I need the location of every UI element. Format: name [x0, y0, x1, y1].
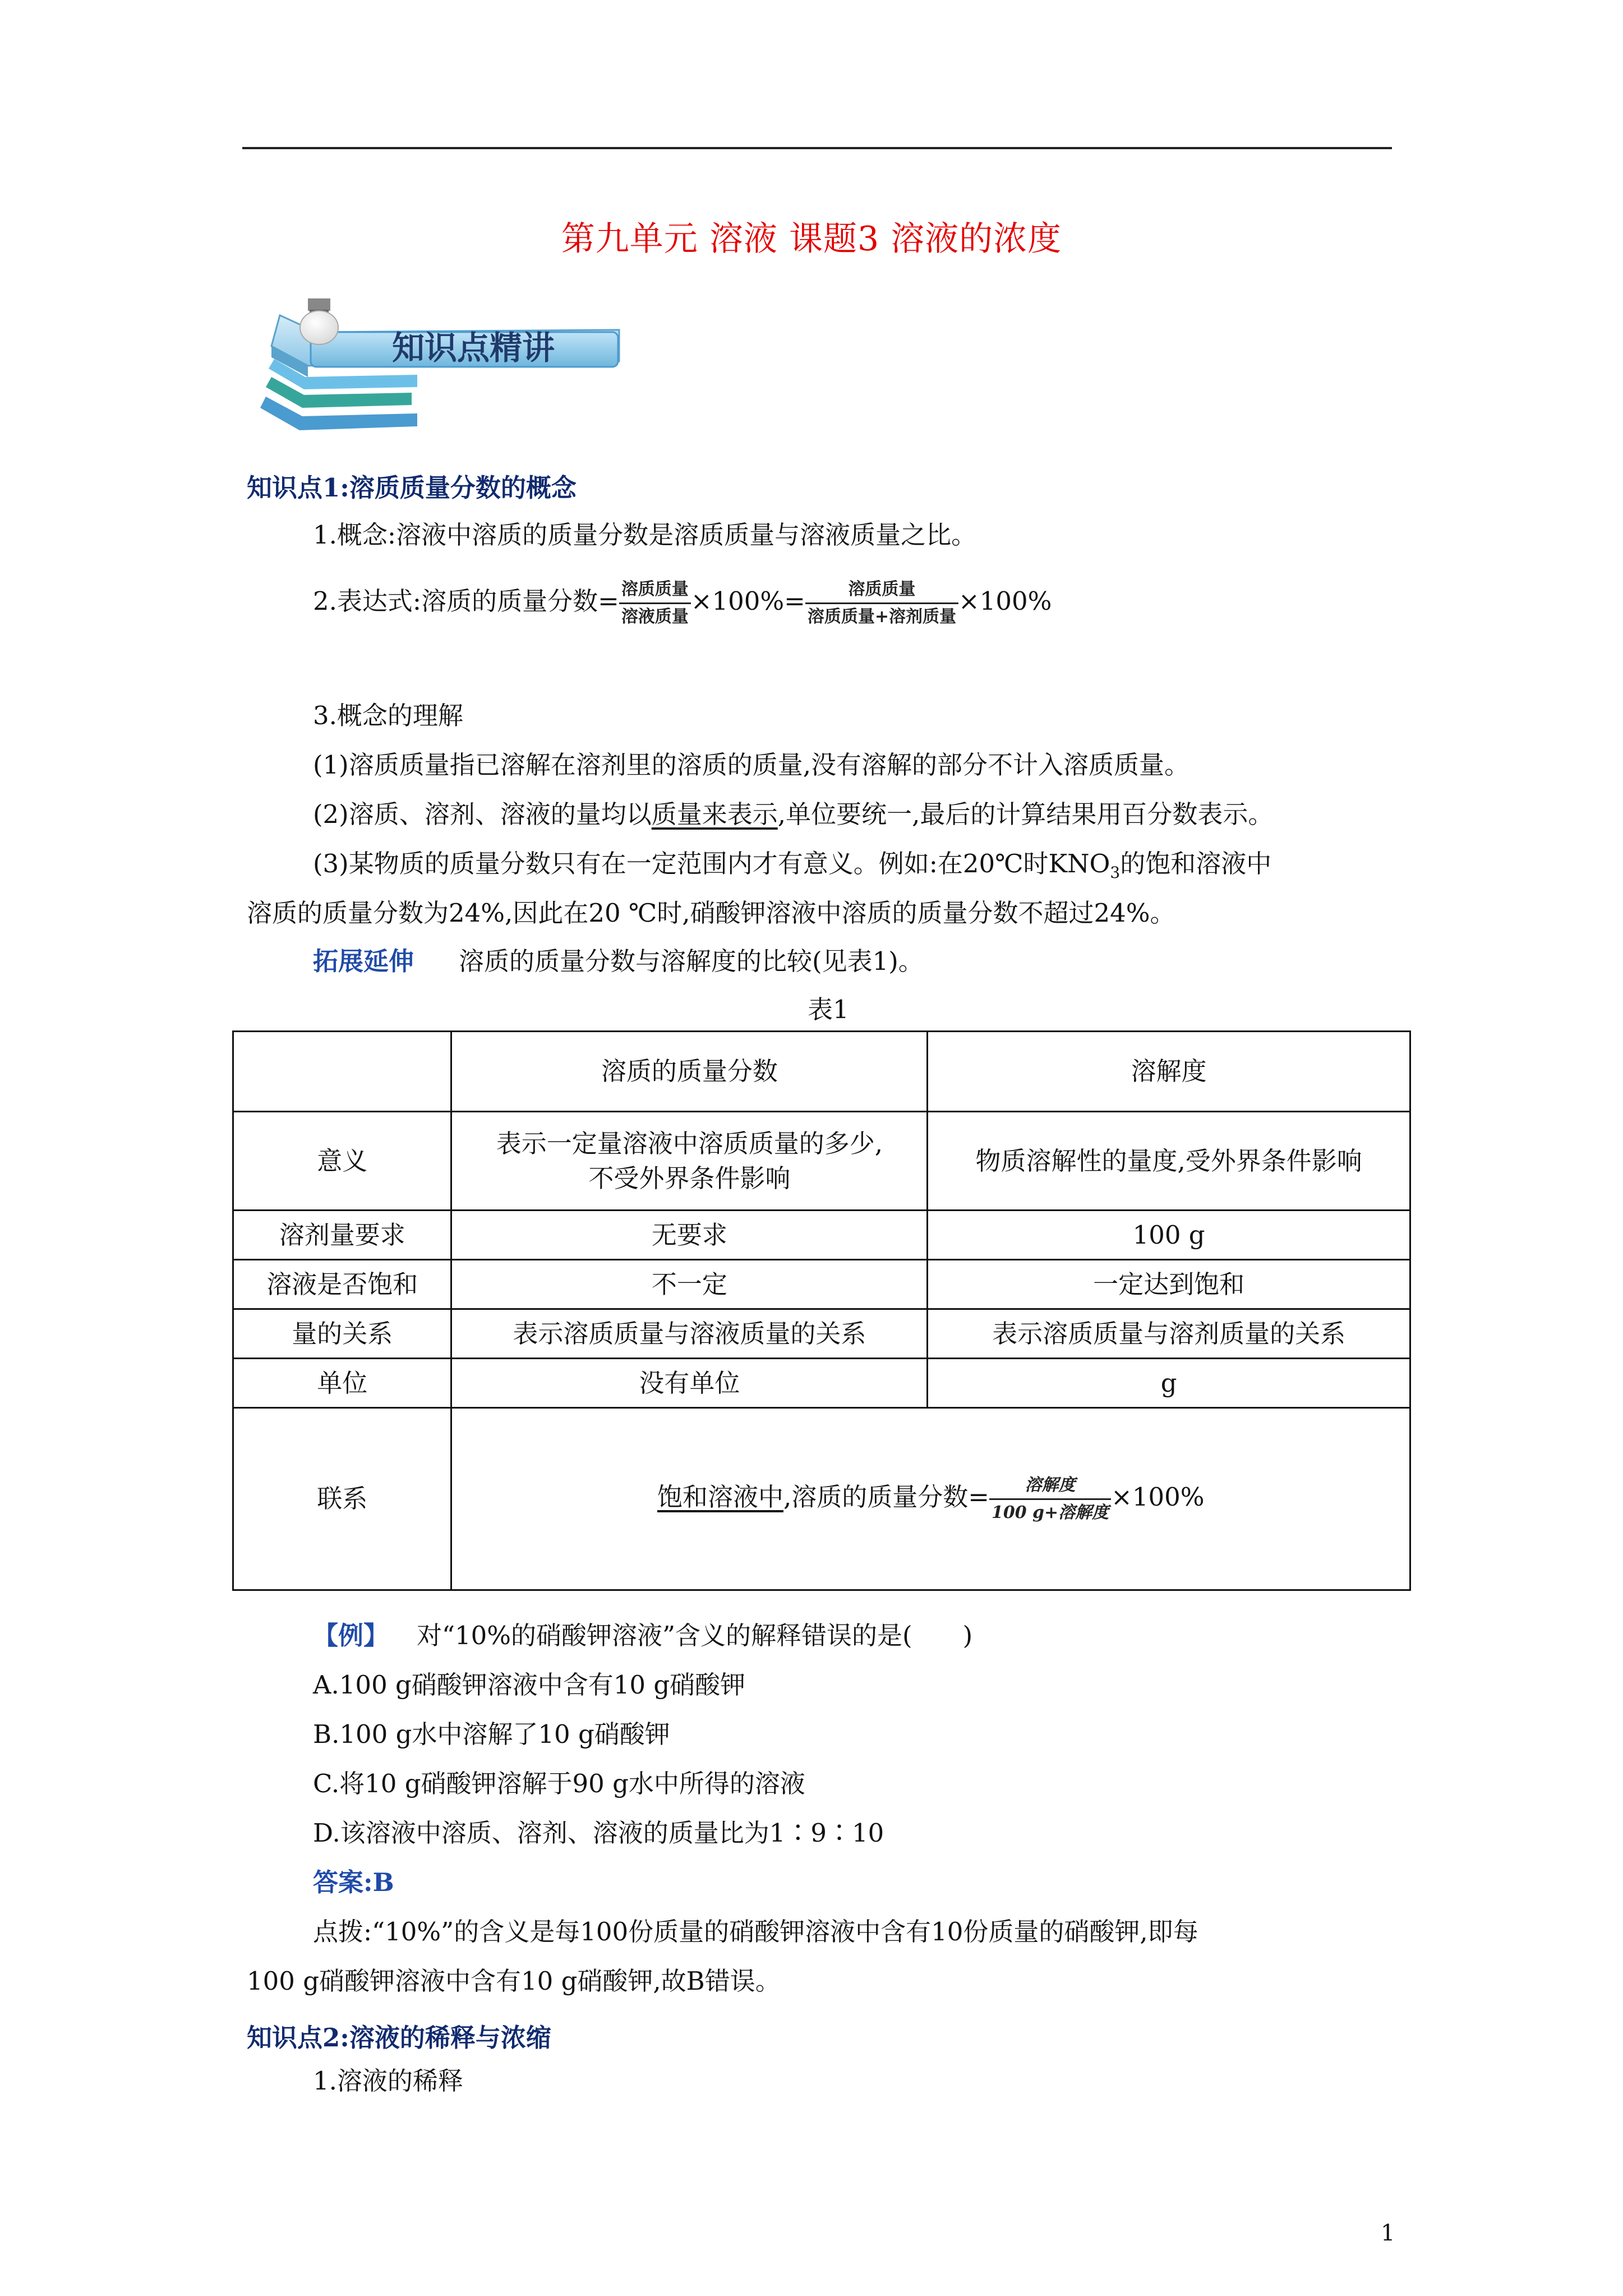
table-row-link — [233, 1408, 1410, 1590]
expr-mid: ×100%= — [690, 586, 805, 616]
link-fraction: $\frac{\text{溶解度}}{\text{100 g+溶解度}}$ — [989, 1475, 1111, 1524]
link-cell: 饱和溶液中,溶质的质量分数= $\frac{\text{溶解度}}{\text{100 g+溶解度}}$ ×100% — [451, 1408, 1410, 1590]
expr-prefix: 2.表达式:溶质的质量分数= — [313, 586, 619, 616]
option-b: B.100 g水中溶解了10 g硝酸钾 — [313, 1719, 670, 1749]
understanding-2: (2)溶质、溶剂、溶液的量均以质量来表示,单位要统一,最后的计算结果用百分数表示。 — [313, 799, 1274, 829]
row-label: 单位 — [233, 1359, 451, 1408]
table-cell: 表示溶质质量与溶液质量的关系 — [451, 1309, 928, 1359]
table-header-cell — [233, 1032, 451, 1112]
expr-suffix: ×100% — [958, 586, 1052, 616]
understanding-1: (1)溶质质量指已溶解在溶剂里的溶质的质量,没有溶解的部分不计入溶质质量。 — [313, 750, 1190, 780]
table-cell: 不一定 — [451, 1260, 928, 1309]
kp2-item1: 1.溶液的稀释 — [313, 2066, 463, 2096]
row-label: 量的关系 — [233, 1309, 451, 1359]
extension-label: 拓展延伸 — [313, 946, 414, 976]
page-title: 第九单元 溶液 课题3 溶液的浓度 — [561, 219, 1062, 259]
understanding-3-line2: 溶质的质量分数为24%,因此在20 ℃时,硝酸钾溶液中溶质的质量分数不超过24%。 — [247, 898, 1175, 928]
table-cell: 表示溶质质量与溶剂质量的关系 — [928, 1309, 1410, 1359]
table-cell: 无要求 — [451, 1211, 928, 1260]
extension-line: 拓展延伸 溶质的质量分数与溶解度的比较(见表1)。 — [313, 946, 924, 976]
section-badge — [249, 293, 630, 442]
books-lightbulb-icon — [249, 293, 630, 442]
table-caption: 表1 — [808, 995, 849, 1024]
table-cell: 物质溶解性的量度,受外界条件影响 — [928, 1112, 1410, 1211]
hint-line2: 100 g硝酸钾溶液中含有10 g硝酸钾,故B错误。 — [247, 1966, 781, 1996]
fraction-2: $\frac{\text{溶质质量}}{\text{溶质质量+溶剂质量}}$ — [805, 579, 958, 628]
table-row — [233, 1359, 1410, 1408]
table-cell: 100 g — [928, 1211, 1410, 1260]
table-row — [233, 1211, 1410, 1260]
table-row — [233, 1260, 1410, 1309]
table-row — [233, 1112, 1410, 1211]
example-question: 【例】 对“10%的硝酸钾溶液”含义的解释错误的是( ) — [313, 1621, 973, 1650]
example-tag: 【例】 — [313, 1621, 389, 1650]
option-d: D.该溶液中溶质、溶剂、溶液的质量比为1∶9∶10 — [313, 1818, 884, 1848]
kp2-heading: 知识点2:溶液的稀释与浓缩 — [247, 2023, 551, 2053]
option-a: A.100 g硝酸钾溶液中含有10 g硝酸钾 — [313, 1670, 746, 1700]
table-header-cell: 溶质的质量分数 — [451, 1032, 928, 1112]
header-rule — [242, 147, 1392, 149]
hint-line1: 点拨:“10%”的含义是每100份质量的硝酸钾溶液中含有10份质量的硝酸钾,即每 — [313, 1917, 1198, 1947]
table-cell: 没有单位 — [451, 1359, 928, 1408]
fraction-1: $\frac{\text{溶质质量}}{\text{溶液质量}}$ — [619, 579, 691, 628]
kp1-concept: 1.概念:溶液中溶质的质量分数是溶质质量与溶液质量之比。 — [313, 520, 977, 550]
table-cell: 一定达到饱和 — [928, 1260, 1410, 1309]
row-label: 溶剂量要求 — [233, 1211, 451, 1260]
understanding-3-line1: (3)某物质的质量分数只有在一定范围内才有意义。例如:在20℃时$KNO_3$的饱和溶液中 — [313, 849, 1272, 882]
table-cell: 表示一定量溶液中溶质质量的多少, 不受外界条件影响 — [451, 1112, 928, 1211]
badge-text: 知识点精讲 — [391, 329, 555, 367]
kp1-heading: 知识点1:溶质质量分数的概念 — [247, 473, 577, 503]
kp1-expression — [313, 579, 1052, 628]
comparison-table — [232, 1030, 1411, 1591]
row-label: 意义 — [233, 1112, 451, 1211]
page-number: 1 — [1381, 2220, 1395, 2246]
table-cell: g — [928, 1359, 1410, 1408]
table-row — [233, 1309, 1410, 1359]
row-label: 联系 — [233, 1408, 451, 1590]
table-header-cell: 溶解度 — [928, 1032, 1410, 1112]
answer: 答案:B — [313, 1867, 394, 1897]
understanding-title: 3.概念的理解 — [313, 701, 463, 730]
row-label: 溶液是否饱和 — [233, 1260, 451, 1309]
table-header-row — [233, 1032, 1410, 1112]
option-c: C.将10 g硝酸钾溶解于90 g水中所得的溶液 — [313, 1769, 805, 1798]
